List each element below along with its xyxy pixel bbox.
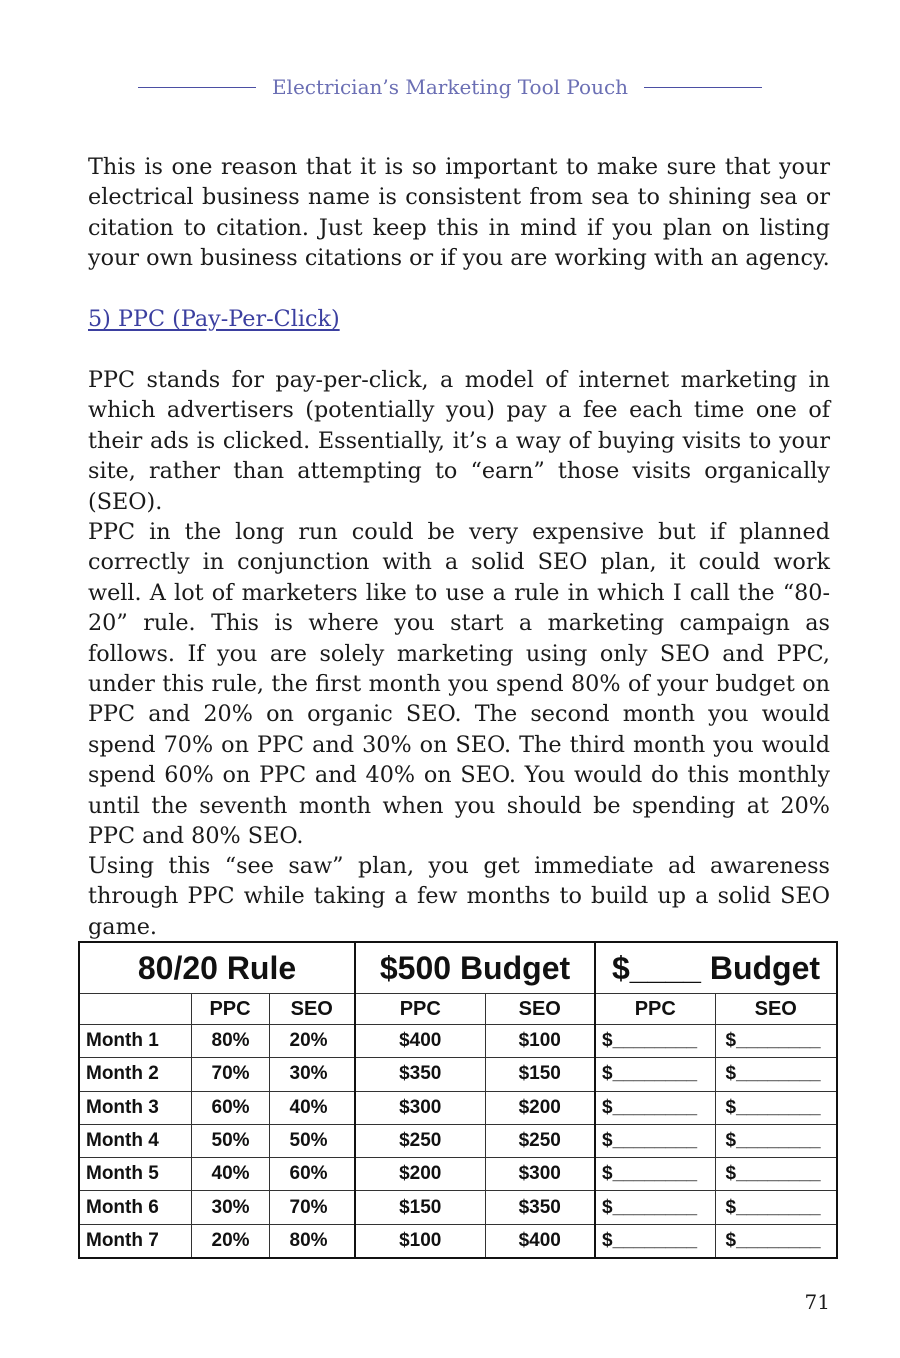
seo-custom-blank: $________ <box>715 1224 837 1258</box>
seo-custom-blank: $________ <box>715 1091 837 1124</box>
month-cell: Month 5 <box>79 1158 191 1191</box>
col-header-ppc-pct: PPC <box>191 994 269 1025</box>
running-header <box>0 72 900 102</box>
ppc-pct-cell: 80% <box>191 1025 269 1058</box>
paragraph-ppc-definition: PPC stands for pay-per-click, a model of internet marketing in which advertisers (potentially you) pay a fee each time one of their ads is clicked. Essentially, it’s a way of buying visits to your site, rather than attempting to “earn” those visits organically (SEO). <box>88 367 830 515</box>
header-rule-left <box>138 87 256 88</box>
ppc-custom-blank: $________ <box>595 1025 715 1058</box>
col-header-seo-pct: SEO <box>269 994 355 1025</box>
col-header-ppc-custom: PPC <box>595 994 715 1025</box>
seo-amt-cell: $200 <box>485 1091 595 1124</box>
ppc-amt-cell: $300 <box>355 1091 485 1124</box>
table-row <box>79 1158 837 1191</box>
month-cell: Month 4 <box>79 1124 191 1157</box>
ppc-pct-cell: 20% <box>191 1224 269 1258</box>
seo-amt-cell: $350 <box>485 1191 595 1224</box>
col-header-month <box>79 994 191 1025</box>
budget-table-container <box>78 941 836 1259</box>
ppc-amt-cell: $350 <box>355 1058 485 1091</box>
seo-amt-cell: $250 <box>485 1124 595 1157</box>
month-cell: Month 1 <box>79 1025 191 1058</box>
seo-custom-blank: $________ <box>715 1191 837 1224</box>
paragraph-citations: This is one reason that it is so important to make sure that your electrical business name is consistent from sea to shining sea or citation to citation. Just keep this in mind if you plan on listing your own business citations or if you are working with an agency. <box>88 154 830 272</box>
header-title: Electrician’s Marketing Tool Pouch <box>271 75 629 99</box>
seo-amt-cell: $100 <box>485 1025 595 1058</box>
seo-pct-cell: 70% <box>269 1191 355 1224</box>
table-row <box>79 1191 837 1224</box>
page-number: 71 <box>804 1290 830 1314</box>
col-header-seo-amt: SEO <box>485 994 595 1025</box>
table-row <box>79 1124 837 1157</box>
seo-custom-blank: $________ <box>715 1058 837 1091</box>
ppc-custom-blank: $________ <box>595 1058 715 1091</box>
table-row <box>79 1025 837 1058</box>
seo-pct-cell: 20% <box>269 1025 355 1058</box>
ppc-custom-blank: $________ <box>595 1124 715 1157</box>
seo-custom-blank: $________ <box>715 1025 837 1058</box>
seo-amt-cell: $150 <box>485 1058 595 1091</box>
seo-custom-blank: $________ <box>715 1158 837 1191</box>
month-cell: Month 6 <box>79 1191 191 1224</box>
ppc-custom-blank: $________ <box>595 1158 715 1191</box>
seo-amt-cell: $300 <box>485 1158 595 1191</box>
ppc-amt-cell: $150 <box>355 1191 485 1224</box>
seo-pct-cell: 30% <box>269 1058 355 1091</box>
ppc-pct-cell: 30% <box>191 1191 269 1224</box>
ppc-amt-cell: $100 <box>355 1224 485 1258</box>
month-cell: Month 3 <box>79 1091 191 1124</box>
ppc-amt-cell: $250 <box>355 1124 485 1157</box>
section-heading-ppc: 5) PPC (Pay-Per-Click) <box>88 306 340 332</box>
seo-pct-cell: 80% <box>269 1224 355 1258</box>
ppc-pct-cell: 70% <box>191 1058 269 1091</box>
ppc-amt-cell: $400 <box>355 1025 485 1058</box>
paragraph-see-saw: Using this “see saw” plan, you get immediate ad awareness through PPC while taking a few months to build up a solid SEO game. <box>88 853 830 940</box>
group-header-500-budget: $500 Budget <box>355 942 595 994</box>
seo-amt-cell: $400 <box>485 1224 595 1258</box>
table-row <box>79 1058 837 1091</box>
col-header-seo-custom: SEO <box>715 994 837 1025</box>
col-header-ppc-amt: PPC <box>355 994 485 1025</box>
ppc-pct-cell: 40% <box>191 1158 269 1191</box>
month-cell: Month 7 <box>79 1224 191 1258</box>
group-header-custom-budget: $____ Budget <box>595 942 837 994</box>
ppc-pct-cell: 50% <box>191 1124 269 1157</box>
header-rule-right <box>644 87 762 88</box>
ppc-custom-blank: $________ <box>595 1224 715 1258</box>
budget-table <box>78 941 838 1259</box>
ppc-pct-cell: 60% <box>191 1091 269 1124</box>
seo-custom-blank: $________ <box>715 1124 837 1157</box>
ppc-amt-cell: $200 <box>355 1158 485 1191</box>
seo-pct-cell: 50% <box>269 1124 355 1157</box>
table-row <box>79 1091 837 1124</box>
ppc-custom-blank: $________ <box>595 1191 715 1224</box>
month-cell: Month 2 <box>79 1058 191 1091</box>
seo-pct-cell: 40% <box>269 1091 355 1124</box>
table-row <box>79 1224 837 1258</box>
ppc-custom-blank: $________ <box>595 1091 715 1124</box>
group-header-80-20: 80/20 Rule <box>79 942 355 994</box>
paragraph-80-20-rule: PPC in the long run could be very expensive but if planned correctly in conjunction with a solid SEO plan, it could work well. A lot of marketers like to use a rule in which I call the “80-20” rule. This is where you start a marketing campaign as follows. If you are solely marketing using only SEO and PPC, under this rule, the first month you spend 80% of your budget on PPC and 20% on organic SEO. The second month you would spend 70% on PPC and 30% on SEO. The third month you would spend 60% on PPC and 40% on SEO. You would do this monthly until the seventh month when you should be spending at 20% PPC and 80% SEO. <box>88 519 830 850</box>
seo-pct-cell: 60% <box>269 1158 355 1191</box>
